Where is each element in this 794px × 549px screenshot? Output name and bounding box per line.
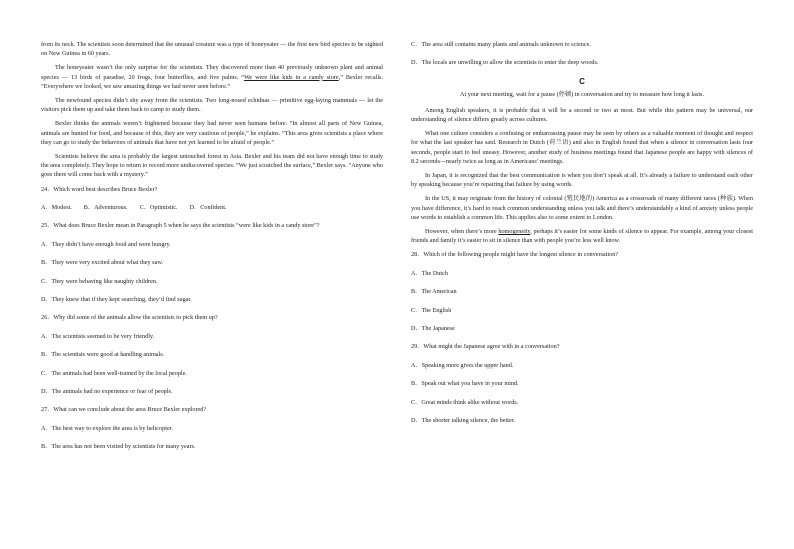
- option-a: A．The scientists seemed to be very friendly.: [41, 332, 155, 340]
- option-c: C．They were behaving like naughty children.: [41, 277, 158, 285]
- question-25: 25．What does Bruce Bexler mean in Paragraph 5 when he says the scientists “were like kids in a candy store”?: [41, 222, 320, 230]
- question-28: 28．Which of the following people might have the longest silence in conversation?: [411, 251, 619, 259]
- option-d: D．Confident.: [189, 204, 227, 212]
- question-27: 27．What can we conclude about the area Bruce Bexler explored?: [41, 406, 207, 414]
- option-d: D．The Japanese: [411, 324, 455, 332]
- question-26: 26．Why did some of the animals allow the scientists to pick them up?: [41, 314, 218, 322]
- option-c: C．The English: [411, 306, 452, 314]
- passage-paragraph: Bexler thinks the animals weren’t frightened because they had never seen humans before. “In almost all parts of New Guinea, animals are hunted for food, and because of this, they are very cautious of people,” he explains. “This area gives scientists a place where they can go to study the behaviors of animals that have not yet learned to be afraid of people.”: [41, 120, 383, 146]
- option-a: A．They didn’t have enough food and were hungry.: [41, 240, 171, 248]
- right-column: [411, 40, 753, 434]
- option-a: A．Speaking more gives the upper hand.: [411, 361, 514, 369]
- option-a: A．Modest.: [41, 204, 72, 212]
- passage-paragraph: from its neck. The scientists soon determined that the unusual creature was a type of honeyeater — the first new bird species to be sighted on New Guinea in 60 years.: [41, 41, 383, 58]
- passage-text: The honeyeater wasn’t the only surprise for the scientists. They discovered more than 40 previously unknown plant and animal species — 13 birds of paradise, 20 frogs, four butterflies, and five palms. “: [41, 64, 383, 81]
- passage-paragraph: In the US, it may originate from the history of colonial (殖民地的) America as a crossroads of many different races (种族). When you have difference, it’s hard to reach common understanding unless you talk and there’s understandably a kind of anxiety unless people use words to establish a common life. This applies also to some extent to London.: [411, 195, 753, 221]
- option-a: A．The best way to explore the area is by helicopter.: [41, 424, 173, 432]
- option-a: A．The Dutch: [411, 269, 448, 277]
- section-heading: C: [579, 76, 585, 86]
- option-b: B．The area has not been visited by scientists for many years.: [41, 443, 196, 451]
- passage-paragraph: Among English speakers, it is probable that it will be a second or two at most. But while this pattern may be universal, our understanding of silence differs greatly across cultures.: [411, 106, 753, 123]
- question-29: 29．What might the Japanese agree with in a conversation?: [411, 343, 560, 351]
- option-d: D．They knew that if they kept searching, they’d find sugar.: [41, 295, 192, 303]
- option-b: B．The American: [411, 288, 457, 296]
- option-c: C．The area still contains many plants and animals unknown to science.: [411, 41, 591, 48]
- underlined-word: homogeneity: [498, 228, 531, 236]
- option-d: D．The animals had no experience or fear of people.: [41, 387, 173, 395]
- option-d: D．The locals are unwilling to allow the scientists to enter the deep woods.: [411, 59, 599, 67]
- question-24: 24．Which word best describes Bruce Bexler?: [41, 185, 158, 193]
- left-column: [41, 40, 383, 461]
- passage-paragraph: Scientists believe the area is probably the largest untouched forest in Asia. Bexler and his team did not have enough time to study the area completely. They hope to return to record more undiscovered species. “We just scratched the surface,” Bexler says. “Anyone who goes there will come back with a mystery.”: [41, 153, 383, 179]
- passage-text: , perhaps it’s easier for some kinds of silence to appear. For example, among your closest friends and family it’s easier to sit in silence than with people you’re less well know.: [411, 228, 753, 245]
- option-c: C．The animals had been well-trained by the local people.: [41, 369, 187, 377]
- underlined-quote: We were like kids in a candy store: [244, 73, 339, 81]
- option-d: D．The shorter talking silence, the better.: [411, 416, 515, 424]
- question-24-options: [41, 203, 383, 212]
- passage-paragraph: The newfound species didn’t shy away from the scientists. Two long-nosed echidnas — primitive egg-laying mammals — let the visitors pick them up and take them back to camp to study them.: [41, 97, 383, 114]
- option-c: C．Great minds think alike without words.: [411, 398, 519, 406]
- passage-paragraph: [411, 227, 753, 245]
- option-b: B．The scientists were good at handling animals.: [41, 351, 165, 359]
- option-b: B．Adventurous.: [83, 204, 128, 212]
- passage-paragraph: What one culture considers a confusing or embarrassing pause may be seen by others as a valuable moment of thought and respect for what the last speaker has said. Research in Dutch (荷兰语) and also in English found that when a silence in conversation lasts four seconds, people start to feel uneasy. However, another study of business meetings found that Japanese people are happy with silences of 8.2 seconds—nearly twice as long as in Americans’ meetings.: [411, 130, 753, 165]
- passage-text: ,” Bexler recalls. “Everywhere we looked, we saw amazing things we had never seen before.”: [41, 73, 383, 90]
- option-b: B．They were very excited about what they saw.: [41, 259, 163, 267]
- passage-paragraph: In Japan, it is recognized that the best communication is when you don’t speak at all. It’s already a failure to understand each other by speaking because you’re repairing that failure by using words.: [411, 172, 753, 189]
- passage-paragraph: [41, 63, 383, 91]
- option-b: B．Speak out what you have in your mind.: [411, 380, 519, 388]
- option-c: C．Optimistic.: [139, 204, 178, 212]
- passage-text: However, when there’s more: [425, 228, 499, 236]
- passage-intro: At your next meeting, wait for a pause (停顿) in conversation and try to measure how long it lasts.: [459, 90, 704, 98]
